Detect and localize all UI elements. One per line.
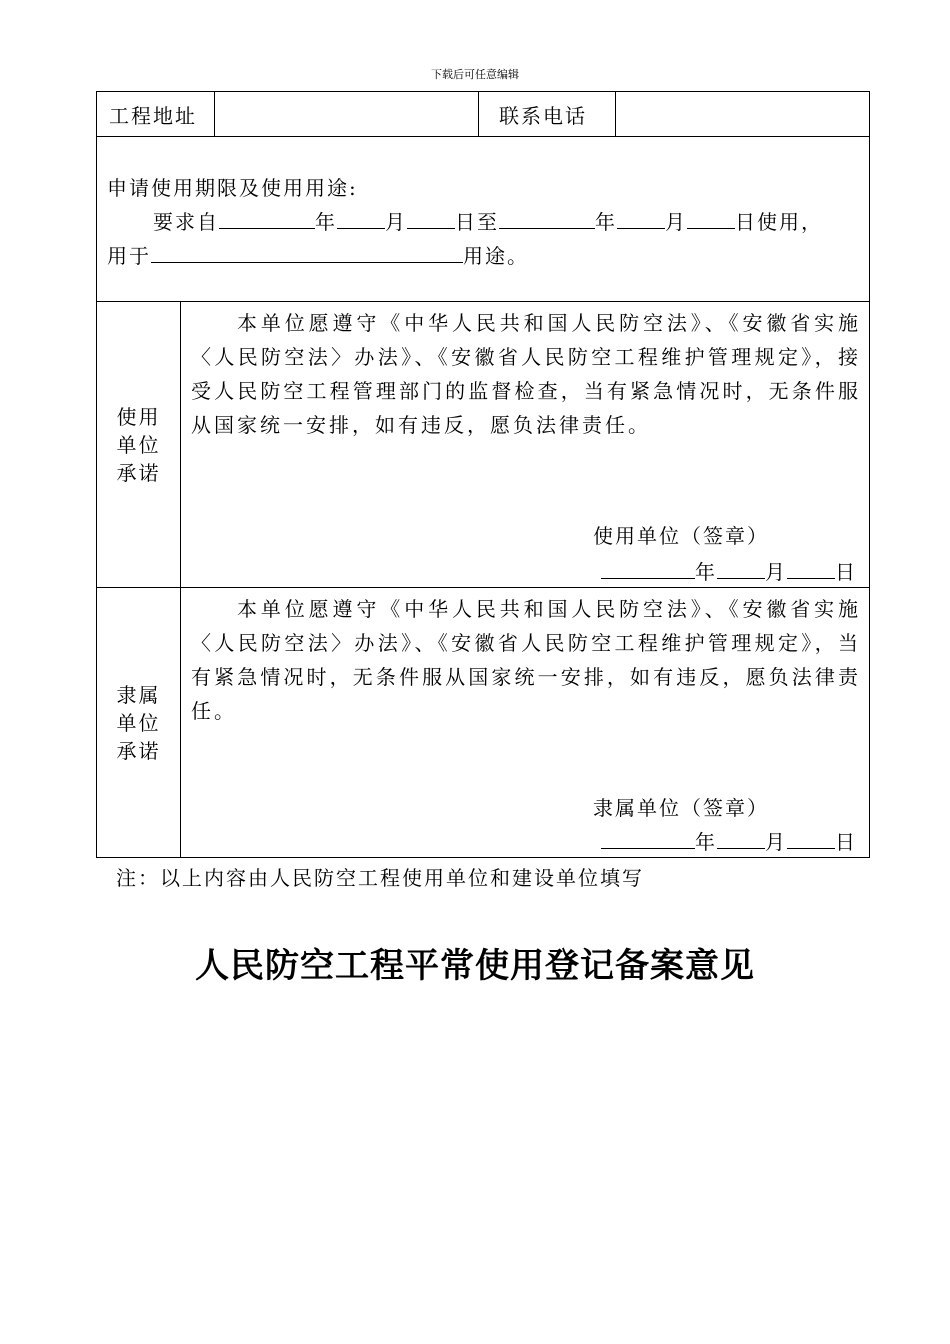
purpose-blank[interactable] [151,240,463,263]
start-day-label: 日 [455,210,477,234]
period-heading: 申请使用期限及使用用途: [107,176,358,200]
user-date-day-blank[interactable] [787,556,835,579]
end-year-label: 年 [595,210,617,234]
start-year-label: 年 [315,210,337,234]
user-signature-label: 使用单位（签章） [593,524,769,548]
user-date [601,556,857,585]
start-month-label: 月 [385,210,407,234]
user-date-year-label: 年 [695,560,717,584]
user-date-month-blank[interactable] [717,556,765,579]
address-phone-row [97,92,870,137]
affiliate-date-day-label: 日 [835,830,857,854]
user-date-year-blank[interactable] [601,556,695,579]
start-month-blank[interactable] [337,206,385,229]
side-label-line: 单位 [116,432,161,457]
address-label: 工程地址 [97,92,215,137]
side-label-line: 隶属 [116,682,161,707]
period-cell [97,137,870,302]
period-row [97,137,870,302]
user-date-day-label: 日 [835,560,857,584]
period-to-label: 至 [477,210,499,234]
user-pledge-cell [181,302,870,588]
affiliate-pledge-row [97,588,870,858]
end-day-blank[interactable] [687,206,735,229]
end-month-label: 月 [665,210,687,234]
side-label-line: 使用 [116,404,161,429]
start-day-blank[interactable] [407,206,455,229]
period-end-suffix: 日使用， [735,210,823,234]
affiliate-date-month-label: 月 [765,830,787,854]
affiliate-signature-label: 隶属单位（签章） [593,796,769,820]
footnote: 注：以上内容由人民防空工程使用单位和建设单位填写 [116,866,644,890]
period-from-label: 要求自 [153,210,219,234]
affiliate-pledge-side-label [97,588,181,858]
affiliate-date-day-blank[interactable] [787,826,835,849]
phone-field[interactable] [616,92,870,137]
section-title: 人民防空工程平常使用登记备案意见 [195,946,755,986]
purpose-suffix: 用途。 [463,244,529,268]
phone-label: 联系电话 [479,92,616,137]
side-label-line: 承诺 [116,460,161,485]
end-month-blank[interactable] [617,206,665,229]
affiliate-date-year-label: 年 [695,830,717,854]
affiliate-pledge-text: 本单位愿遵守《中华人民共和国人民防空法》、《安徽省实施〈人民防空法〉办法》、《安徽省人民防空工程维护管理规定》，当有紧急情况时，无条件服从国家统一安排，如有违反，愿负法律责任。 [191,597,861,723]
side-label-line: 承诺 [116,738,161,763]
affiliate-date [601,826,857,855]
period-line-2 [107,239,869,273]
purpose-prefix: 用于 [107,244,151,268]
start-year-blank[interactable] [219,206,315,229]
user-date-month-label: 月 [765,560,787,584]
header-note: 下载后可任意编辑 [431,68,519,81]
user-pledge-row [97,302,870,588]
address-field[interactable] [215,92,479,137]
user-pledge-side-label [97,302,181,588]
side-label-line: 单位 [116,710,161,735]
affiliate-date-month-blank[interactable] [717,826,765,849]
user-pledge-text: 本单位愿遵守《中华人民共和国人民防空法》、《安徽省实施〈人民防空法〉办法》、《安徽省人民防空工程维护管理规定》，接受人民防空工程管理部门的监督检查，当有紧急情况时，无条件服从国家统一安排，如有违反，愿负法律责任。 [191,311,861,437]
period-line-1 [107,205,869,239]
registration-form [96,91,870,858]
end-year-blank[interactable] [499,206,595,229]
affiliate-date-year-blank[interactable] [601,826,695,849]
affiliate-pledge-cell [181,588,870,858]
